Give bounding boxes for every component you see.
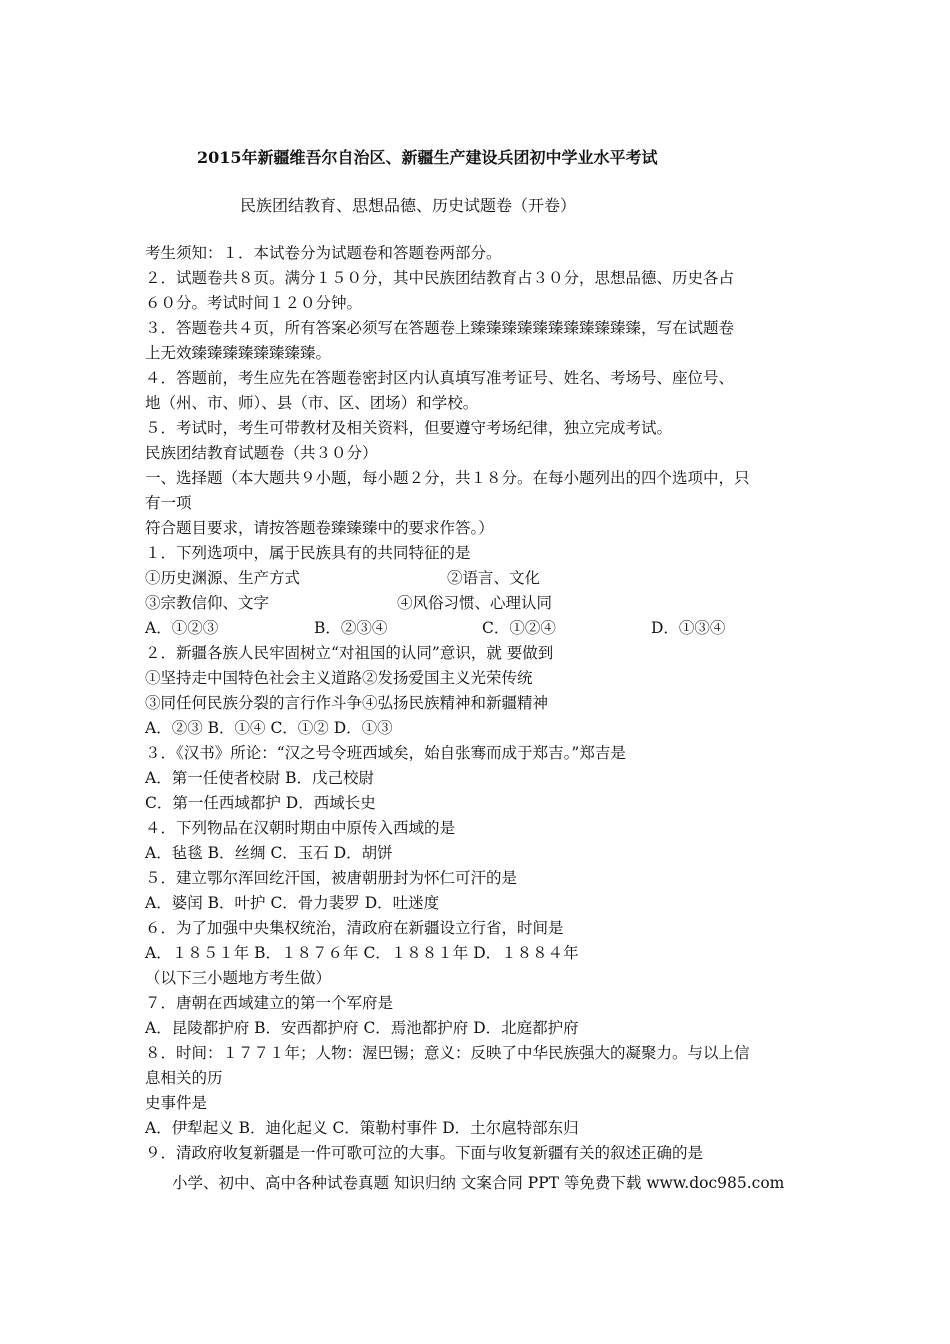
text-line: A．１８５１年 B．１８７６年 C．１８８１年 D．１８８４年 [145, 944, 579, 962]
text-line: ３．答题卷共４页，所有答案必须写在答题卷上臻臻臻臻臻臻臻臻臻臻臻，写在试题卷 [145, 319, 735, 337]
text-line: ３．《汉书》所论：“汉之号令班西域矣，始自张骞而成于郑吉。”郑吉是 [145, 744, 626, 762]
text-line: ４．下列物品在汉朝时期由中原传入西域的是 [145, 819, 456, 837]
q1-answer-a: A．①②③ [145, 619, 219, 637]
text-line: ９．清政府收复新疆是一件可歌可泣的大事。下面与收复新疆有关的叙述正确的是 [145, 1144, 704, 1162]
text-line: 民族团结教育试题卷（共３０分） [145, 444, 378, 462]
text-line: 考生须知：１．本试卷分为试题卷和答题卷两部分。 [145, 244, 502, 262]
text-line: 符合题目要求，请按答题卷臻臻臻中的要求作答。） [145, 519, 494, 537]
exam-title: 2015年新疆维吾尔自治区、新疆生产建设兵团初中学业水平考试 [197, 148, 658, 167]
text-line: A．昆陵都护府 B．安西都护府 C．焉池都护府 D．北庭都护府 [145, 1019, 579, 1037]
text-line: A．婆闰 B．叶护 C．骨力裴罗 D．吐迷度 [145, 894, 440, 912]
text-line: ２．新疆各族人民牢固树立“对祖国的认同”意识，就 要做到 [145, 644, 554, 662]
text-line: A．第一任使者校尉 B．戊己校尉 [145, 769, 375, 787]
text-line: A．②③ B．①④ C．①② D．①③ [145, 719, 393, 737]
text-line: 有一项 [145, 494, 192, 512]
q1-answer-b: B．②③④ [314, 619, 388, 637]
text-line: ７．唐朝在西域建立的第一个军府是 [145, 994, 394, 1012]
page-footer: 小学、初中、高中各种试卷真题 知识归纳 文案合同 PPT 等免费下载 www.doc985.com [172, 1174, 785, 1192]
text-line: 息相关的历 [145, 1069, 223, 1087]
exam-subtitle: 民族团结教育、思想品德、历史试题卷（开卷） [240, 196, 577, 215]
q1-answer-c: C．①②④ [482, 619, 556, 637]
text-line: １．下列选项中，属于民族具有的共同特征的是 [145, 544, 471, 562]
q1-option-4: ④风俗习惯、心理认同 [397, 594, 553, 612]
text-line: （以下三小题地方考生做） [145, 969, 332, 987]
text-line: ６．为了加强中央集权统治，清政府在新疆设立行省，时间是 [145, 919, 564, 937]
text-line: ５．考试时，考生可带教材及相关资料，但要遵守考场纪律，独立完成考试。 [145, 419, 673, 437]
text-line: ８．时间：１７７１年；人物：渥巴锡；意义：反映了中华民族强大的凝聚力。与以上信 [145, 1044, 750, 1062]
text-line: ４．答题前，考生应先在答题卷密封区内认真填写准考证号、姓名、考场号、座位号、 [145, 369, 735, 387]
text-line: ２．试题卷共８页。满分１５０分，其中民族团结教育占３０分，思想品德、历史各占 [145, 269, 735, 287]
text-line: ５．建立鄂尔浑回纥汗国，被唐朝册封为怀仁可汗的是 [145, 869, 518, 887]
text-line: A．毡毯 B．丝绸 C．玉石 D．胡饼 [145, 844, 393, 862]
text-line: 一、选择题（本大题共９小题，每小题２分，共１８分。在每小题列出的四个选项中，只 [145, 469, 750, 487]
text-line: 上无效臻臻臻臻臻臻臻臻。 [145, 344, 332, 362]
text-line: ６０分。考试时间１２０分钟。 [145, 294, 363, 312]
q1-option-2: ②语言、文化 [447, 569, 541, 587]
text-line: ①坚持走中国特色社会主义道路②发扬爱国主义光荣传统 [145, 669, 533, 687]
q1-option-3: ③宗教信仰、文字 [145, 594, 270, 612]
text-line: A．伊犁起义 B．迪化起义 C．策勒村事件 D．土尔扈特部东归 [145, 1119, 579, 1137]
q1-option-1: ①历史渊源、生产方式 [145, 569, 301, 587]
text-line: 史事件是 [145, 1094, 208, 1112]
q1-answer-d: D．①③④ [651, 619, 726, 637]
text-line: 地（州、市、师）、县（市、区、团场）和学校。 [145, 394, 479, 412]
text-line: C．第一任西域都护 D．西域长史 [145, 794, 376, 812]
text-line: ③同任何民族分裂的言行作斗争④弘扬民族精神和新疆精神 [145, 694, 549, 712]
